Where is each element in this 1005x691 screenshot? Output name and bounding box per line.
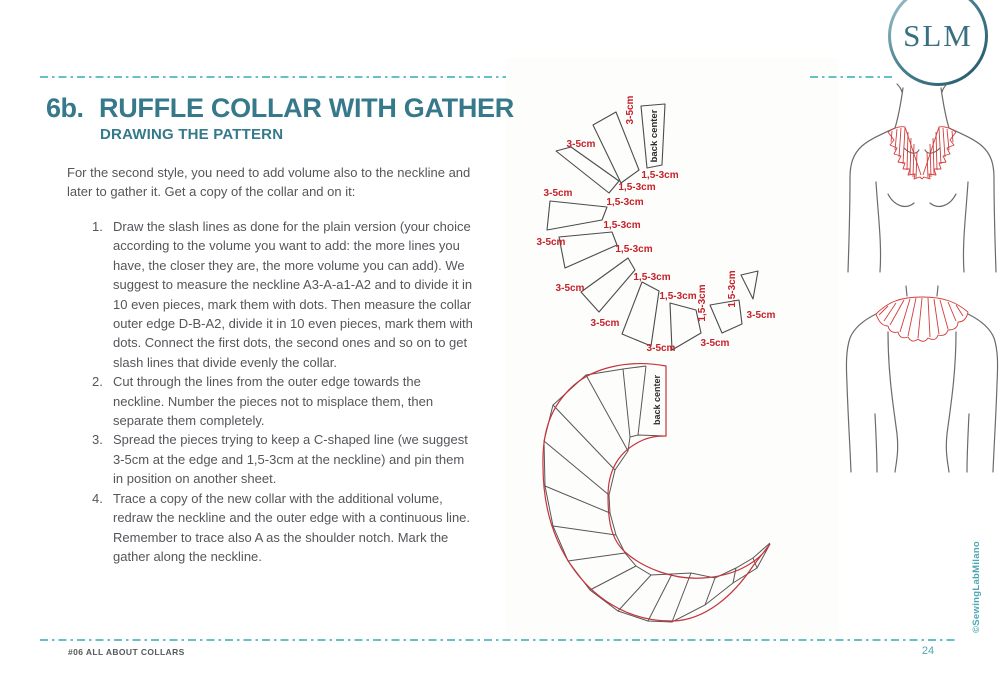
brand-logo bbox=[888, 0, 988, 86]
outer-gap-label: 3-5cm bbox=[625, 95, 636, 125]
step-text: Draw the slash lines as done for the plain version (your choice according to the volume you want to add: the more lines you have, the closer they are, the more volume you can add). We suggest to measure the neckline A3-A-a1-A2 and to divide it in 10 even pieces, mark them with dots. Then measure the collar outer edge D-B-A2, divide it in 10 even pieces, mark them with dots. Connect the first dots, the second ones and so on to get slash lines that divide evenly the collar. bbox=[113, 219, 473, 370]
slash-line bbox=[553, 526, 616, 535]
slash-piece bbox=[622, 282, 659, 346]
neckline-gap-label: 1,5-3cm bbox=[641, 170, 679, 181]
intro-paragraph: For the second style, you need to add volume also to the neckline and later to gather it. Get a copy of the collar and on it: bbox=[67, 165, 471, 200]
top-dashed-divider-right bbox=[810, 76, 894, 78]
outer-gap-label: 3-5cm bbox=[746, 310, 776, 321]
footer-series-label: #06 ALL ABOUT COLLARS bbox=[68, 647, 185, 657]
neck-line bbox=[937, 286, 938, 296]
pattern-diagram-traced-collar bbox=[533, 356, 781, 638]
slash-line bbox=[545, 486, 610, 513]
arm-inner-line bbox=[967, 414, 969, 472]
torso-side-line bbox=[963, 182, 968, 272]
pattern-diagram-spread-pieces bbox=[528, 86, 800, 360]
section-number: 6b. bbox=[46, 93, 84, 123]
collar-gather-lines bbox=[891, 128, 953, 178]
step-item bbox=[92, 372, 476, 430]
brand-logo-text: SLM bbox=[903, 18, 973, 53]
outer-gap-label: 3-5cm bbox=[536, 237, 566, 248]
slash-piece bbox=[547, 201, 607, 230]
slash-line bbox=[544, 441, 609, 495]
slash-line bbox=[623, 369, 630, 437]
step-text: Spread the pieces trying to keep a C-shaped line (we suggest 3-5cm at the edge and 1,5-3cm at the neckline) and pin them in position on another sheet. bbox=[113, 432, 468, 487]
step-number: 1. bbox=[92, 219, 103, 234]
bust-curve bbox=[930, 194, 956, 206]
step-text: Trace a copy of the new collar with the additional volume, redraw the neckline and the outer edge with a continuous line. Remember to trace also A as the shoulder notch. Mark the gather along the neckline. bbox=[113, 490, 471, 564]
step-item bbox=[92, 430, 476, 488]
back-side-line bbox=[888, 332, 898, 472]
back-center-label: back center bbox=[652, 374, 662, 426]
shoulder-arm-line bbox=[949, 128, 996, 272]
step-number: 2. bbox=[92, 374, 103, 390]
neck-line bbox=[906, 286, 907, 296]
slash-line bbox=[568, 553, 625, 561]
top-dashed-divider-left bbox=[40, 76, 506, 78]
slash-line bbox=[672, 573, 691, 622]
neckline-gap-label: 1,5-3cm bbox=[697, 284, 708, 322]
neckline-gap-label: 1,5-3cm bbox=[659, 291, 697, 302]
back-side-line bbox=[946, 332, 956, 472]
slash-piece bbox=[559, 232, 617, 268]
slash-line bbox=[648, 574, 672, 621]
arm-inner-line bbox=[875, 414, 877, 472]
shoulder-arm-line bbox=[968, 314, 998, 472]
page-number: 24 bbox=[921, 645, 935, 657]
outer-gap-label: 3-5cm bbox=[555, 283, 585, 294]
step-number: 3. bbox=[92, 432, 103, 448]
page-title: RUFFLE COLLAR WITH GATHER bbox=[99, 93, 514, 123]
neck-line bbox=[941, 88, 949, 128]
step-item bbox=[92, 489, 476, 567]
neckline-gap-label: 1,5-3cm bbox=[633, 272, 671, 283]
shoulder-arm-line bbox=[846, 314, 876, 472]
slash-piece bbox=[741, 271, 758, 299]
slash-line bbox=[638, 366, 646, 435]
outer-gap-label: 3-5cm bbox=[566, 139, 596, 150]
neckline-gap-label: 1,5-3cm bbox=[727, 270, 738, 308]
slash-line bbox=[553, 405, 615, 470]
shoulder-arm-line bbox=[848, 128, 895, 272]
back-center-label: back center bbox=[649, 109, 660, 163]
neckline-gap-label: 1,5-3cm bbox=[618, 182, 656, 193]
bottom-dashed-divider bbox=[40, 639, 956, 641]
outer-gap-label: 3-5cm bbox=[590, 318, 620, 329]
copyright-vertical: ©SewingLabMilano bbox=[971, 540, 982, 633]
step-number: 4. bbox=[92, 490, 103, 506]
slash-line bbox=[618, 575, 651, 611]
pieces-neckline-edges bbox=[609, 435, 770, 578]
page-subtitle: DRAWING THE PATTERN bbox=[100, 126, 284, 143]
step-item bbox=[92, 217, 476, 372]
torso-side-line bbox=[876, 182, 881, 272]
step-text: Cut through the lines from the outer edge towards the neckline. Number the pieces not to misplace them, then separate them completely. bbox=[113, 374, 434, 429]
outer-gap-label: 3-5cm bbox=[543, 188, 573, 199]
bust-curve bbox=[888, 194, 914, 206]
figure-back-view bbox=[842, 274, 1004, 474]
neckline-gap-label: 1,5-3cm bbox=[606, 197, 644, 208]
slash-line bbox=[586, 375, 628, 451]
slash-piece bbox=[581, 258, 635, 312]
figure-front-view bbox=[842, 82, 1004, 274]
slash-piece bbox=[556, 147, 619, 193]
slash-line bbox=[733, 568, 736, 583]
brand-logo-inner-circle bbox=[891, 0, 985, 83]
slash-line bbox=[590, 566, 636, 590]
outer-gap-label: 3-5cm bbox=[700, 338, 730, 349]
outer-gap-label: 3-5cm bbox=[646, 343, 676, 354]
jaw-line bbox=[942, 84, 947, 92]
neckline-gap-label: 1,5-3cm bbox=[615, 244, 653, 255]
neckline-gap-label: 1,5-3cm bbox=[603, 220, 641, 231]
steps-list bbox=[92, 217, 476, 566]
neck-line bbox=[895, 88, 903, 128]
jaw-line bbox=[897, 84, 902, 92]
